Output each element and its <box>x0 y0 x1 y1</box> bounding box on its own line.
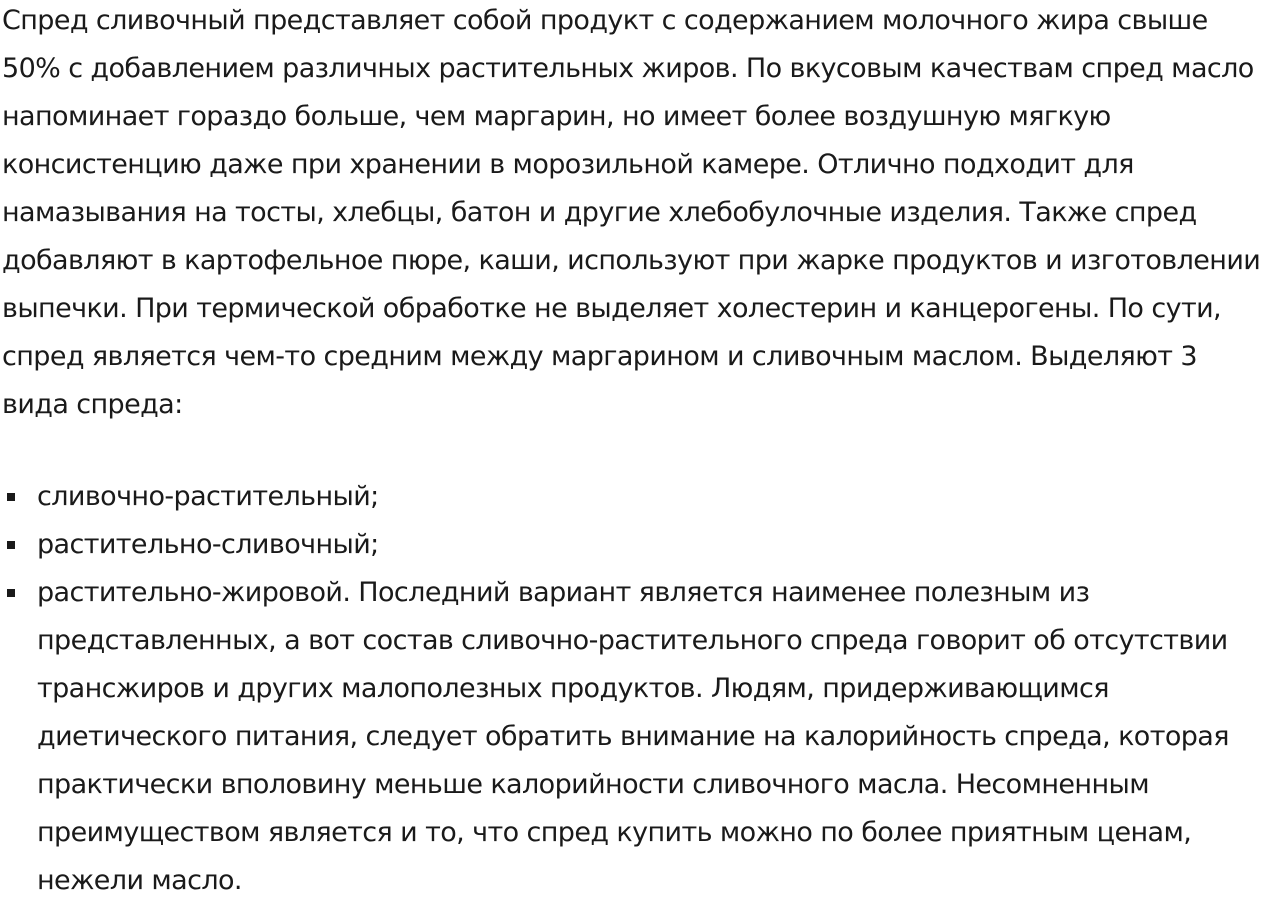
list-item-text: сливочно-растительный; <box>37 481 379 512</box>
list-item <box>2 521 1270 569</box>
list-item <box>2 569 1270 905</box>
intro-paragraph: Спред сливочный представляет собой продукт с содержанием молочного жира свыше 50% с добавлением различных растительных жиров. По вкусовым качествам спред масло напоминает гораздо больше, чем маргарин, но имеет более воздушную мягкую консистенцию даже при хранении в морозильной камере. Отлично подходит для намазывания на тосты, хлебцы, батон и другие хлебобулочные изделия. Также спред добавляют в картофельное пюре, каши, используют при жарке продуктов и изготовлении выпечки. При термической обработке не выделяет холестерин и канцерогены. По сути, спред является чем-то средним между маргарином и сливочным маслом. Выделяют 3 вида спреда: <box>2 5 1261 420</box>
list-item-text: растительно-сливочный; <box>37 529 379 560</box>
bullet-square-icon <box>7 541 15 549</box>
bullet-square-icon <box>7 589 15 597</box>
list-item <box>2 473 1270 521</box>
bullet-square-icon <box>7 493 15 501</box>
spread-types-list <box>2 473 1270 905</box>
list-item-text: растительно-жировой. Последний вариант является наименее полезным из представленных, а вот состав сливочно-растительного спреда говорит об отсутствии трансжиров и других малополезных продуктов. Людям, придерживающимся диетического питания, следует обратить внимание на калорийность спреда, которая практически вполовину меньше калорийности сливочного масла. Несомненным преимуществом является и то, что спред купить можно по более приятным ценам, нежели масло. <box>37 577 1229 896</box>
